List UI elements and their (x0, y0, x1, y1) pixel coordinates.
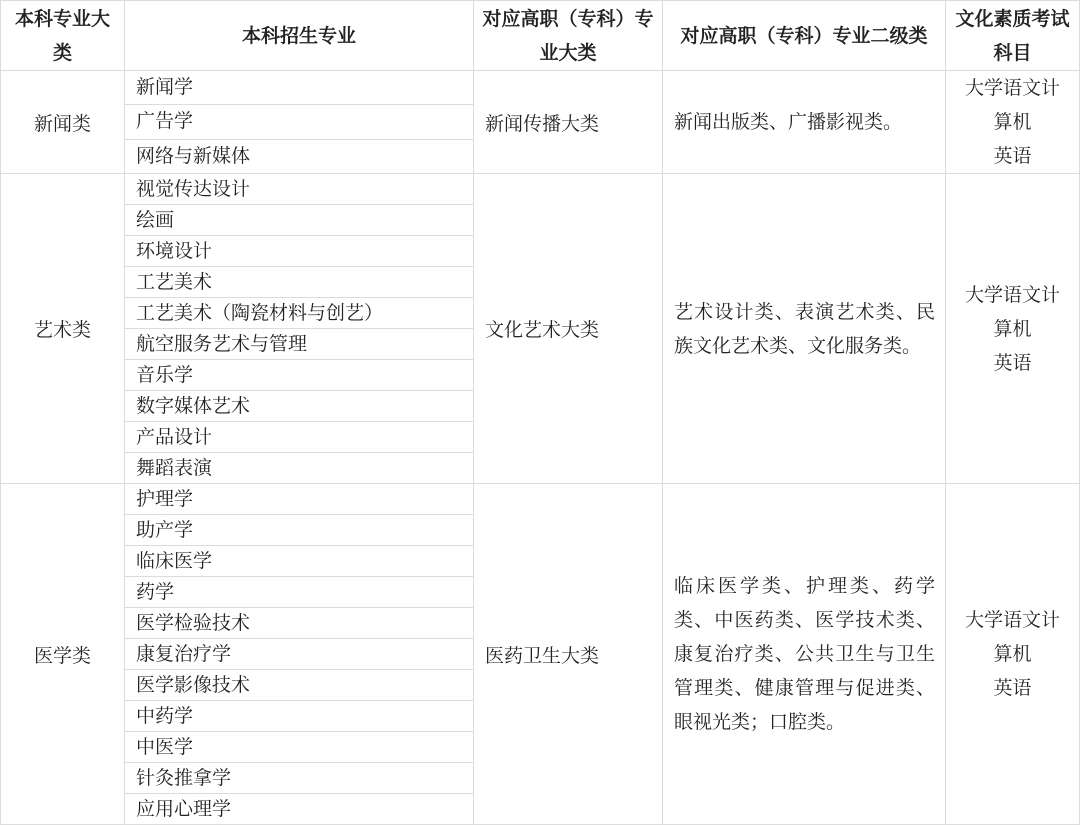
table-row (1, 71, 1080, 105)
category-cell: 新闻类 (1, 71, 125, 174)
vocational-cell: 新闻传播大类 (474, 71, 663, 174)
table-row (1, 484, 1080, 515)
header-exam: 文化素质考试科目 (946, 1, 1080, 71)
major-cell: 医学影像技术 (125, 670, 474, 701)
major-cell: 舞蹈表演 (125, 453, 474, 484)
category-cell: 医学类 (1, 484, 125, 825)
major-cell: 数字媒体艺术 (125, 391, 474, 422)
exam-subject-line: 大学语文计 (964, 77, 1060, 99)
table-row (1, 174, 1080, 205)
major-cell: 应用心理学 (125, 794, 474, 825)
exam-subject-line: 大学语文计 (964, 609, 1060, 631)
major-cell: 新闻学 (125, 71, 474, 105)
exam-subject-line: 大学语文计 (964, 283, 1060, 306)
major-cell: 网络与新媒体 (125, 139, 474, 173)
category-cell: 艺术类 (1, 174, 125, 484)
exam-subject-line: 算机 (993, 317, 1032, 340)
header-secondary: 对应高职（专科）专业二级类 (663, 1, 946, 71)
header-major: 本科招生专业 (125, 1, 474, 71)
major-cell: 绘画 (125, 205, 474, 236)
major-cell: 工艺美术（陶瓷材料与创艺） (125, 298, 474, 329)
exam-subject-line: 算机 (993, 111, 1032, 133)
header-row (1, 1, 1080, 71)
major-cell: 中药学 (125, 701, 474, 732)
exam-subject-line: 英语 (993, 677, 1032, 699)
major-cell: 音乐学 (125, 360, 474, 391)
secondary-cell: 临床医学类、护理类、药学类、中医药类、医学技术类、康复治疗类、公共卫生与卫生管理类、健康管理与促进类、眼视光类；口腔类。 (663, 484, 946, 825)
vocational-cell: 医药卫生大类 (474, 484, 663, 825)
major-cell: 针灸推拿学 (125, 763, 474, 794)
major-cell: 临床医学 (125, 546, 474, 577)
major-cell: 康复治疗学 (125, 639, 474, 670)
major-cell: 中医学 (125, 732, 474, 763)
vocational-cell: 文化艺术大类 (474, 174, 663, 484)
major-cell: 助产学 (125, 515, 474, 546)
major-cell: 工艺美术 (125, 267, 474, 298)
secondary-cell: 艺术设计类、表演艺术类、民族文化艺术类、文化服务类。 (663, 174, 946, 484)
exam-subject-line: 英语 (993, 145, 1032, 167)
header-vocational: 对应高职（专科）专业大类 (474, 1, 663, 71)
major-cell: 医学检验技术 (125, 608, 474, 639)
exam-subjects-cell (946, 484, 1080, 825)
exam-subjects-cell (946, 71, 1080, 174)
exam-subject-line: 英语 (993, 351, 1032, 374)
major-cell: 护理学 (125, 484, 474, 515)
major-cell: 航空服务艺术与管理 (125, 329, 474, 360)
secondary-cell: 新闻出版类、广播影视类。 (663, 71, 946, 174)
major-cell: 产品设计 (125, 422, 474, 453)
exam-subject-line: 算机 (993, 643, 1032, 665)
header-category: 本科专业大类 (1, 1, 125, 71)
major-cell: 环境设计 (125, 236, 474, 267)
major-cell: 视觉传达设计 (125, 174, 474, 205)
major-cell: 药学 (125, 577, 474, 608)
exam-subjects-cell (946, 174, 1080, 484)
major-cell: 广告学 (125, 105, 474, 139)
